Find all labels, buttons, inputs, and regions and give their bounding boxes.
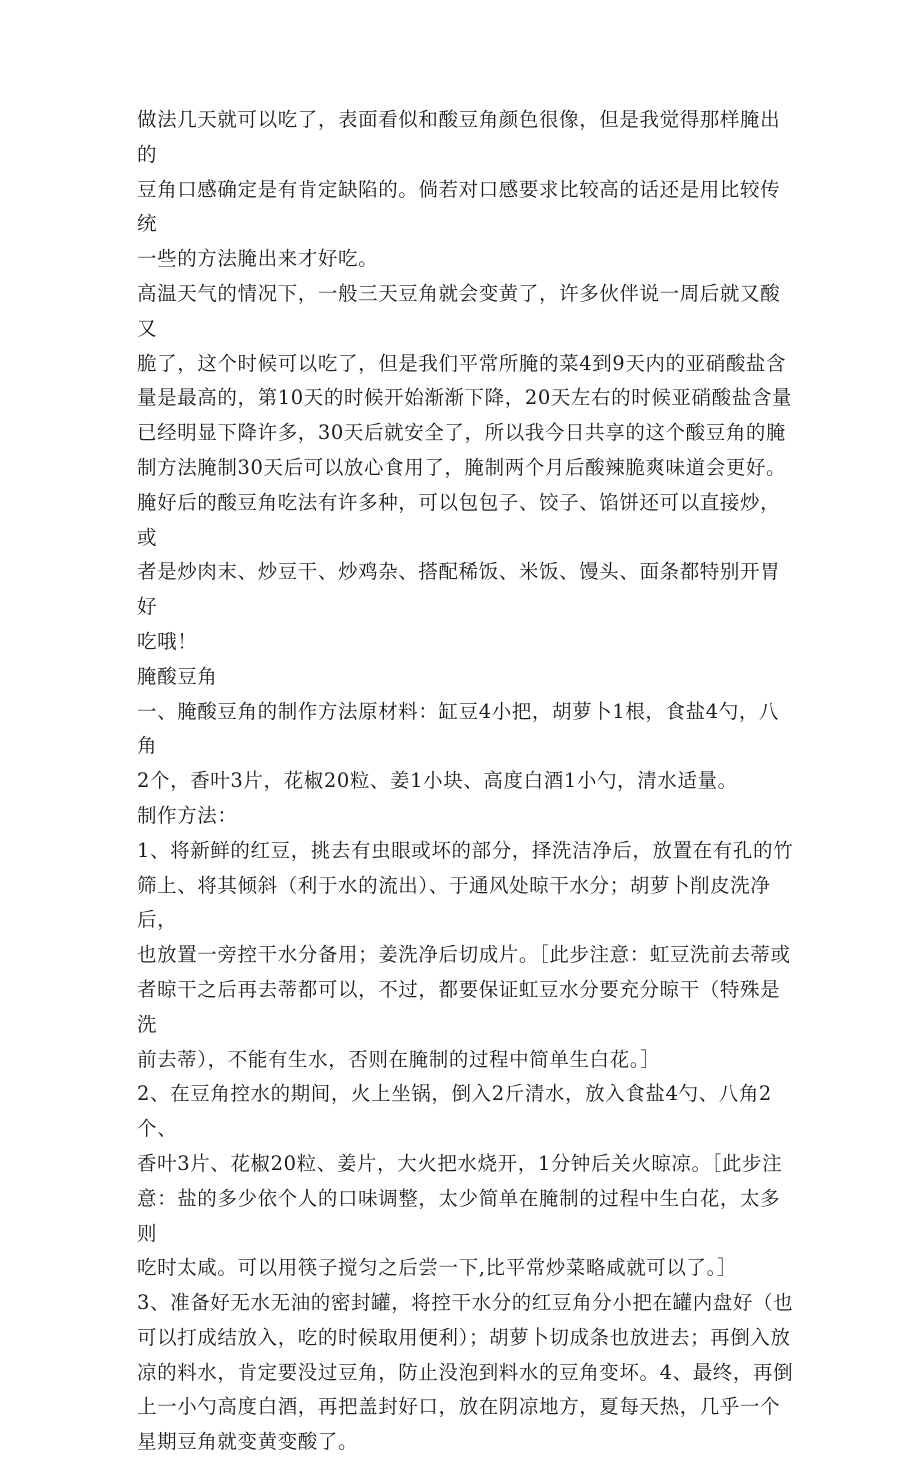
- method-heading: 制作方法：: [137, 803, 238, 827]
- paragraph-ingredients: 一、腌酸豆角的制作方法原材料：缸豆4小把，胡萝卜1根，食盐4勺，八角 2个，香叶3片，花椒20粒、姜1小块、高度白酒1小勺，清水适量。: [137, 699, 780, 793]
- paragraph-intro-continuation: 做法几天就可以吃了，表面看似和酸豆角颜色很像，但是我觉得那样腌出的 豆角口感确定是有肯定缺陷的。倘若对口感要求比较高的话还是用比较传统 一些的方法腌出来才好吃。: [137, 108, 781, 271]
- paragraph-high-temperature: 高温天气的情况下，一般三天豆角就会变黄了，许多伙伴说一周后就又酸又 脆了，这个时候可以吃了，但是我们平常所腌的菜4到9天内的亚硝酸盐含 量是最高的，第10天的时候开始渐渐下降，20天左右的时候亚硝酸盐含量 已经明显下降许多，30天后就安全了，所以我今日共享的这个酸豆角的腌 制方法腌制30天后可以放心食用了，腌制两个月后酸辣脆爽味道会更好。: [137, 281, 793, 479]
- step-1: 1、将新鲜的红豆，挑去有虫眼或坏的部分，择洗洁净后，放置在有孔的竹 筛上、将其倾斜（利于水的流出）、于通风处晾干水分；胡萝卜削皮洗净后， 也放置一旁控干水分备用；姜洗净后切成片。［此步注意：虹豆洗前去蒂或 者晾干之后再去蒂都可以，不过，都要保证虹豆水分要充分晾干（特殊是洗 前去蒂），不能有生水，否则在腌制的过程中简单生白花。］: [137, 838, 794, 1071]
- section-heading: 腌酸豆角: [137, 664, 218, 688]
- paragraph-ways-to-eat: 腌好后的酸豆角吃法有许多种，可以包包子、饺子、馅饼还可以直接炒，或 者是炒肉末、炒豆干、炒鸡杂、搭配稀饭、米饭、馒头、面条都特别开胃好 吃哦！: [137, 490, 781, 653]
- step-2: 2、在豆角控水的期间，火上坐锅，倒入2斤清水，放入食盐4勺、八角2个、 香叶3片、花椒20粒、姜片，大火把水烧开，1分钟后关火晾凉。［此步注 意：盐的多少依个人的口味调整，太少简单在腌制的过程中生白花，太多则 吃时太咸。可以用筷子搅匀之后尝一下,比平常炒菜略咸就可以了。］: [137, 1082, 783, 1280]
- step-3-4: 3、准备好无水无油的密封罐，将控干水分的红豆角分小把在罐内盘好（也 可以打成结放入，吃的时候取用便利）；胡萝卜切成条也放进去；再倒入放 凉的料水，肯定要没过豆角，防止没泡到料水的豆角变坏。4、最终，再倒 上一小勺高度白酒，再把盖封好口，放在阴凉地方，夏每天热，几乎一个 星期豆角就变黄变酸了。: [137, 1291, 794, 1454]
- document-page: [137, 103, 797, 1460]
